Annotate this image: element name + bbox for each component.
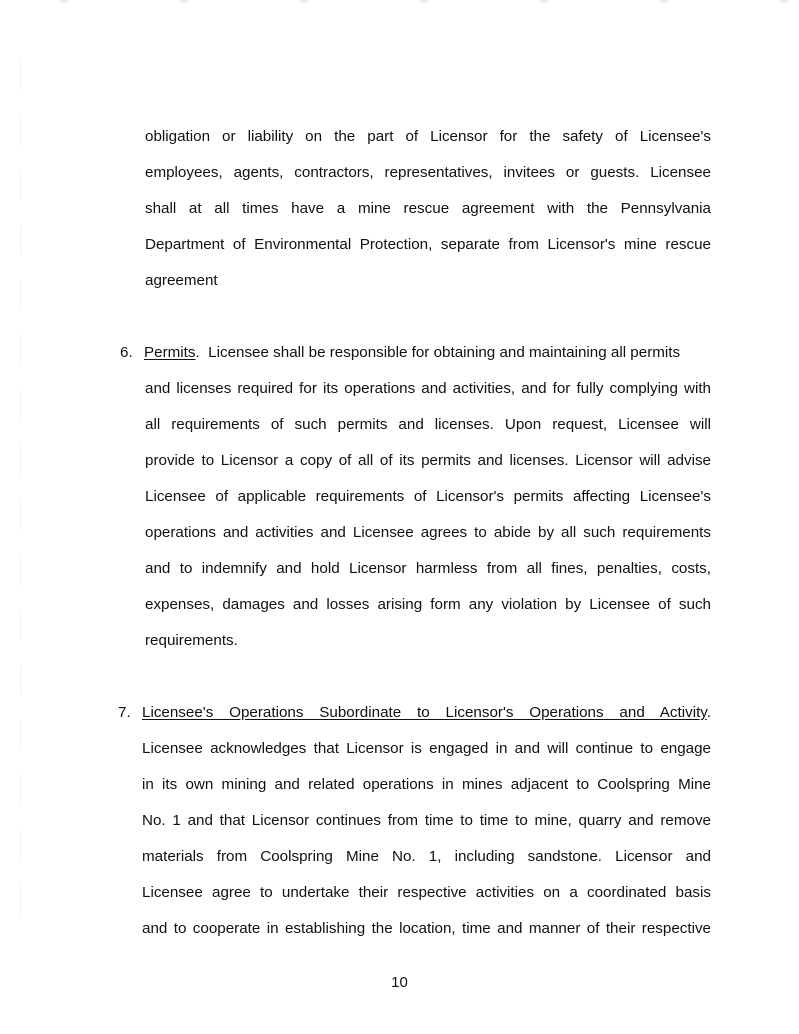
text-line: No. 1 and that Licensor continues from time to time to mine, quarry and remove: [142, 812, 711, 829]
text-line: Licensee agree to undertake their respective activities on a coordinated basis: [142, 884, 711, 901]
text-line: all requirements of such permits and licenses. Upon request, Licensee will: [145, 416, 711, 433]
text-line: Licensee acknowledges that Licensor is engaged in and will continue to engage: [142, 740, 711, 757]
text-line: and licenses required for its operations and activities, and for fully complying with: [145, 380, 711, 397]
text-line: Licensee of applicable requirements of Licensor's permits affecting Licensee's: [145, 488, 711, 505]
text-line: materials from Coolspring Mine No. 1, including sandstone. Licensor and: [142, 848, 711, 865]
section-number: 7.: [118, 704, 131, 721]
section-first-line: [142, 704, 711, 722]
heading-period: .: [706, 704, 711, 721]
section-number: 6.: [120, 344, 133, 361]
text-line: shall at all times have a mine rescue agreement with the Pennsylvania: [145, 200, 711, 217]
text-line: Department of Environmental Protection, separate from Licensor's mine rescue: [145, 236, 711, 253]
text-line: and to indemnify and hold Licensor harmless from all fines, penalties, costs,: [145, 560, 711, 577]
heading-period: .: [195, 344, 200, 361]
text-line: obligation or liability on the part of Licensor for the safety of Licensee's: [145, 128, 711, 145]
section-heading: Permits: [144, 344, 196, 361]
section-heading: Licensee's Operations Subordinate to Licensor's Operations and Activity: [142, 704, 707, 721]
section-first-line: [144, 344, 711, 362]
scan-artifact-top: [0, 0, 799, 3]
text-line: expenses, damages and losses arising form any violation by Licensee of such: [145, 596, 711, 613]
text-line: Licensee shall be responsible for obtaining and maintaining all permits: [199, 344, 681, 361]
text-line: employees, agents, contractors, representatives, invitees or guests. Licensee: [145, 164, 711, 181]
text-line: and to cooperate in establishing the location, time and manner of their respective: [142, 920, 711, 937]
text-line: requirements.: [145, 632, 238, 649]
text-line: agreement: [145, 272, 218, 289]
text-line: in its own mining and related operations in mines adjacent to Coolspring Mine: [142, 776, 711, 793]
text-line: provide to Licensor a copy of all of its permits and licenses. Licensor will advise: [145, 452, 711, 469]
page-number: 10: [391, 974, 408, 991]
scan-artifact-left: [20, 60, 21, 920]
text-line: operations and activities and Licensee agrees to abide by all such requirements: [145, 524, 711, 541]
